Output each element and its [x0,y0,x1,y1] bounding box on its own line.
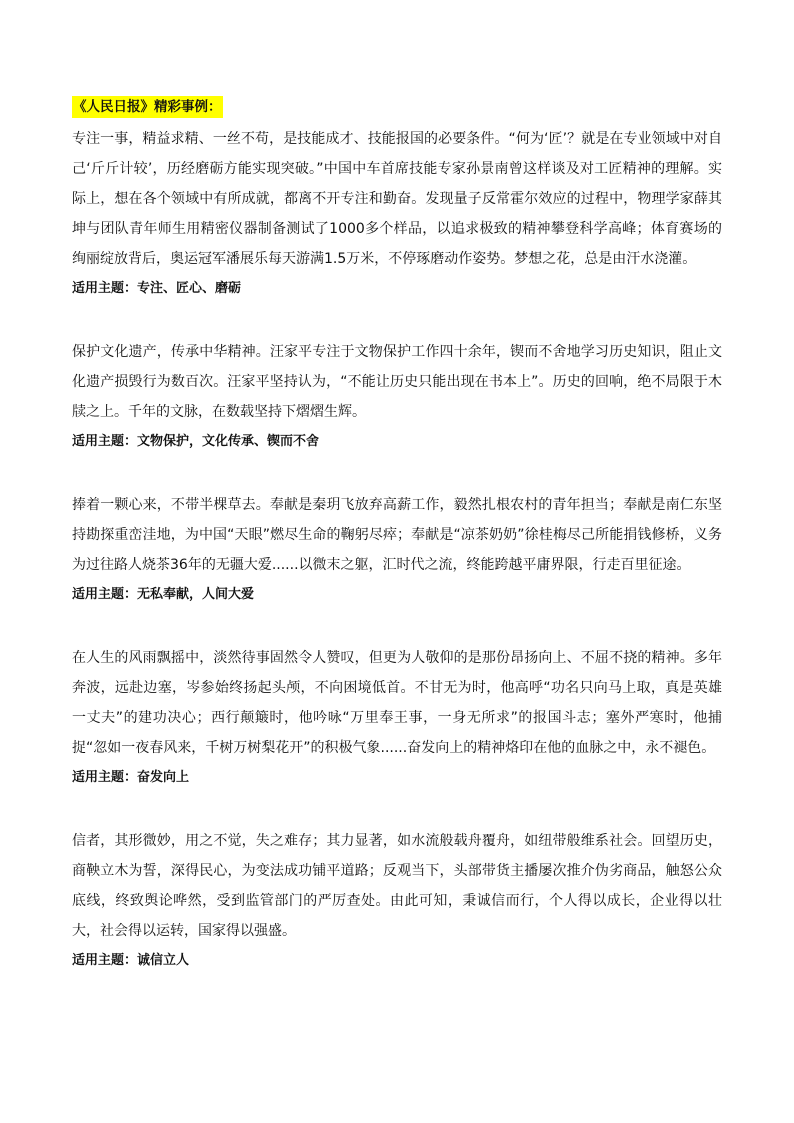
case-paragraph: 专注一事，精益求精、一丝不苟，是技能成才、技能报国的必要条件。“何为‘匠’？就是在专业领域中对自己‘斤斤计较’，历经磨砺方能实现突破。”中国中车首席技能专家孙景南曾这样谈及对工匠精神的理解。实际上，想在各个领域中有所成就，都离不开专注和勤奋。发现量子反常霍尔效应的过程中，物理学家薛其坤与团队青年师生用精密仪器制备测试了1000多个样品，以追求极致的精神攀登科学高峰；体育赛场的绚丽绽放背后，奥运冠军潘展乐每天游满1.5万米，不停琢磨动作姿势。梦想之花，总是由汗水浇灌。 [72,131,722,267]
case-theme: 适用主题：奋发向上 [72,770,190,785]
case-paragraph: 在人生的风雨飘摇中，淡然待事固然令人赞叹，但更为人敬仰的是那份昂扬向上、不屈不挠的精神。多年奔波，远赴边塞，岑参始终扬起头颅，不向困境低首。不甘无为时，他高呼“功名只向马上取，真是英雄一丈夫”的建功决心；西行颠簸时，他吟咏“万里奉王事，一身无所求”的报国斗志；塞外严寒时，他捕捉“忽如一夜春风来，千树万树梨花开”的积极气象......奋发向上的精神烙印在他的血脉之中，永不褪色。 [72,650,722,756]
case-item [72,337,722,457]
document-page [72,96,722,1009]
case-paragraph: 信者，其形微妙，用之不觉，失之难存；其力显著，如水流般载舟覆舟，如纽带般维系社会。回望历史，商鞅立木为誓，深得民心，为变法成功铺平道路；反观当下，头部带货主播屡次推介伪劣商品，触怒公众底线，终致舆论哗然，受到监管部门的严厉查处。由此可知，秉诚信而行，个人得以成长，企业得以壮大，社会得以运转，国家得以强盛。 [72,833,722,939]
section-heading: 《人民日报》精彩事例： [72,96,223,118]
case-theme: 适用主题：专注、匠心、磨砺 [72,281,242,296]
case-paragraph: 保护文化遗产，传承中华精神。汪家平专注于文物保护工作四十余年，锲而不舍地学习历史知识，阻止文化遗产损毁行为数百次。汪家平坚持认为，“不能让历史只能出现在书本上”。历史的回响，绝不局限于木牍之上。千年的文脉，在数载坚持下熠熠生辉。 [72,344,722,420]
case-paragraph: 捧着一颗心来，不带半棵草去。奉献是秦玥飞放弃高薪工作，毅然扎根农村的青年担当；奉献是南仁东坚持勘探重峦洼地，为中国“天眼”燃尽生命的鞠躬尽瘁；奉献是“凉茶奶奶”徐桂梅尽己所能捐钱修桥，义务为过往路人烧茶36年的无疆大爱......以微末之躯，汇时代之流，终能跨越平庸界限，行走百里征途。 [72,497,722,573]
case-theme: 适用主题：文物保护，文化传承、锲而不舍 [72,434,320,449]
case-item [72,490,722,610]
case-theme: 适用主题：诚信立人 [72,953,190,968]
case-item [72,826,722,976]
case-item [72,124,722,304]
case-item [72,643,722,793]
case-theme: 适用主题：无私奉献，人间大爱 [72,587,255,602]
